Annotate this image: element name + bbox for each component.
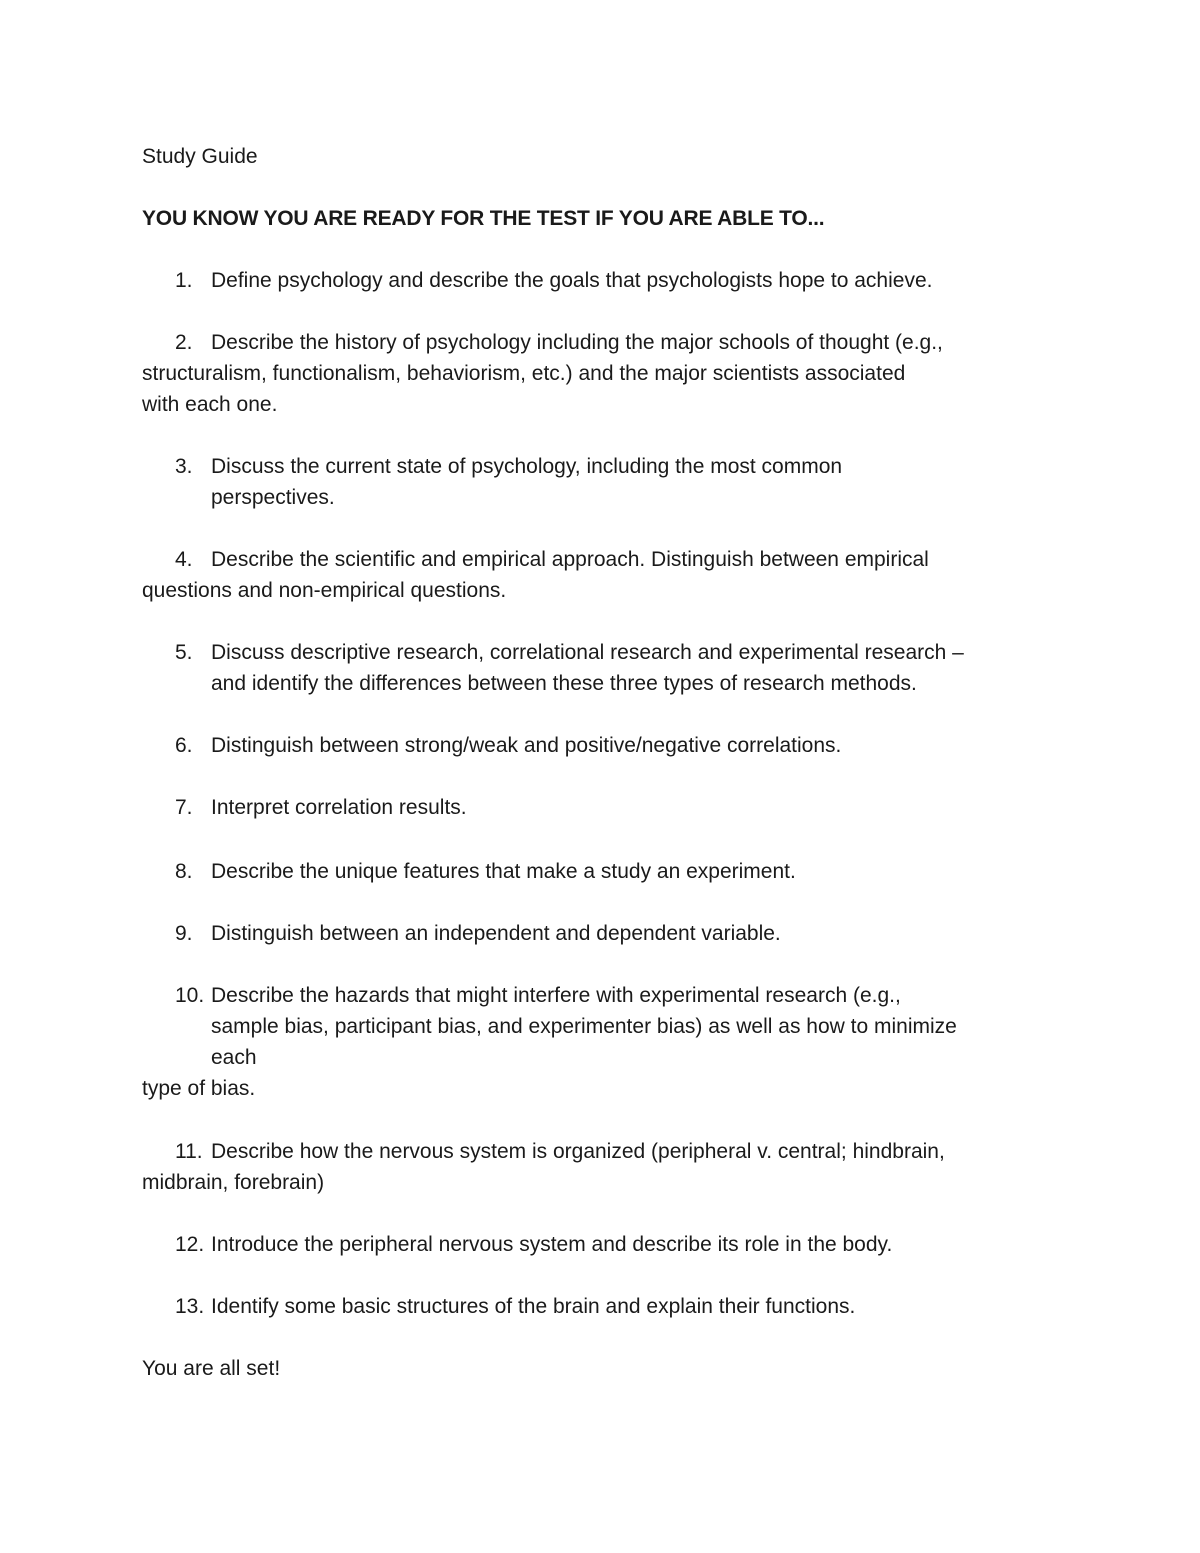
list-item-number: 12.	[175, 1233, 205, 1256]
list-item-text: each	[211, 1046, 257, 1069]
list-item-text: Describe how the nervous system is organized (peripheral v. central; hindbrain,	[211, 1140, 945, 1163]
list-item-text: Describe the history of psychology including the major schools of thought (e.g.,	[211, 331, 943, 354]
list-item-text: Distinguish between strong/weak and positive/negative correlations.	[211, 734, 842, 757]
list-item-text: Interpret correlation results.	[211, 796, 467, 819]
list-item-number: 11.	[175, 1140, 203, 1163]
list-item-text: and identify the differences between these three types of research methods.	[211, 672, 917, 695]
list-item-text: type of bias.	[142, 1077, 256, 1100]
list-item-text: Describe the scientific and empirical approach. Distinguish between empirical	[211, 548, 929, 571]
list-item-text: questions and non-empirical questions.	[142, 579, 507, 602]
list-item-number: 10.	[175, 984, 205, 1007]
closing-text: You are all set!	[142, 1357, 281, 1380]
list-item-number: 9.	[175, 922, 193, 945]
document-title: Study Guide	[142, 145, 258, 168]
section-heading: YOU KNOW YOU ARE READY FOR THE TEST IF YOU ARE ABLE TO...	[142, 207, 825, 230]
list-item-text: perspectives.	[211, 486, 335, 509]
list-item-text: midbrain, forebrain)	[142, 1171, 325, 1194]
list-item-text: Discuss the current state of psychology, including the most common	[211, 455, 843, 478]
list-item-text: Define psychology and describe the goals that psychologists hope to achieve.	[211, 269, 933, 292]
list-item-number: 3.	[175, 455, 193, 478]
list-item-number: 7.	[175, 796, 193, 819]
list-item-text: Describe the unique features that make a study an experiment.	[211, 860, 796, 883]
list-item-number: 1.	[175, 269, 193, 292]
list-item-text: structuralism, functionalism, behaviorism, etc.) and the major scientists associated	[142, 362, 906, 385]
list-item-text: sample bias, participant bias, and experimenter bias) as well as how to minimize	[211, 1015, 957, 1038]
list-item-number: 6.	[175, 734, 193, 757]
list-item-text: Distinguish between an independent and dependent variable.	[211, 922, 781, 945]
list-item-number: 5.	[175, 641, 193, 664]
list-item-text: Identify some basic structures of the brain and explain their functions.	[211, 1295, 856, 1318]
list-item-text: Discuss descriptive research, correlational research and experimental research –	[211, 641, 964, 664]
list-item-text: Introduce the peripheral nervous system and describe its role in the body.	[211, 1233, 893, 1256]
list-item-number: 2.	[175, 331, 193, 354]
list-item-number: 13.	[175, 1295, 205, 1318]
list-item-text: Describe the hazards that might interfere with experimental research (e.g.,	[211, 984, 901, 1007]
list-item-number: 4.	[175, 548, 193, 571]
list-item-text: with each one.	[142, 393, 278, 416]
list-item-number: 8.	[175, 860, 193, 883]
